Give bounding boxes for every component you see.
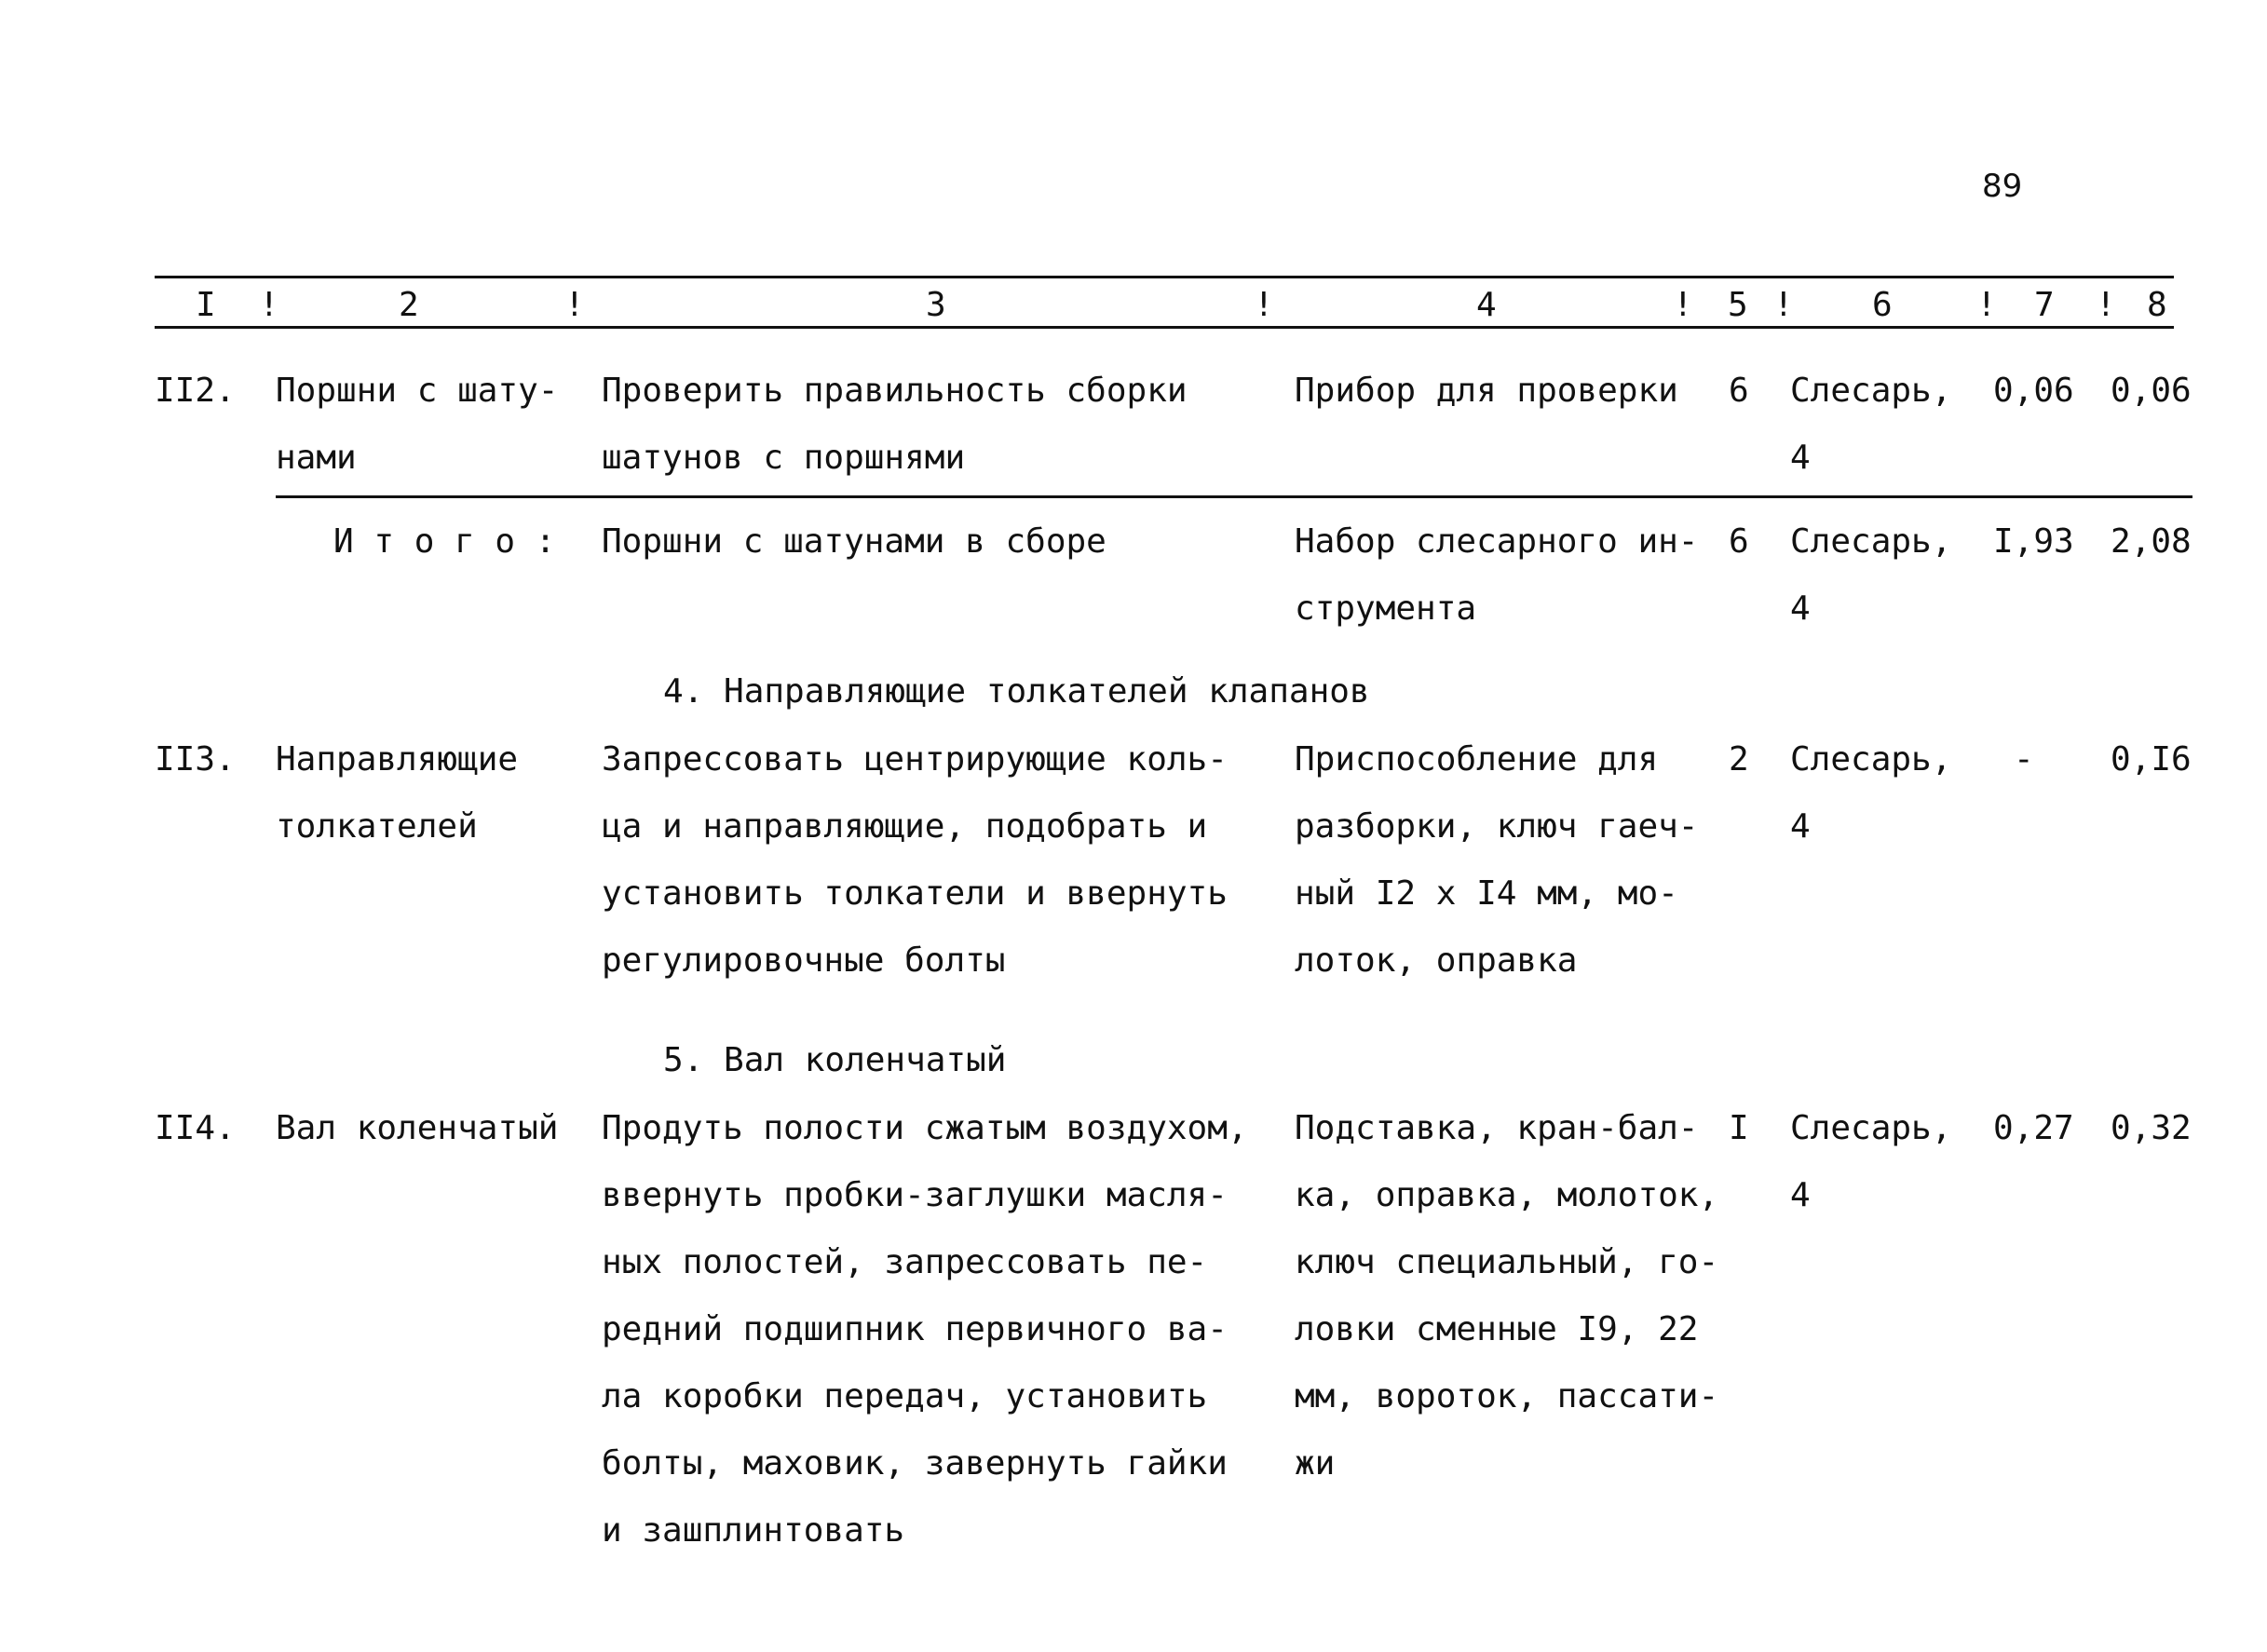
text-line: 4 xyxy=(1790,439,1811,477)
text-line: толкателей xyxy=(276,807,478,846)
row-number: II2. xyxy=(155,372,236,410)
worker xyxy=(1790,508,1951,643)
text-line: Прибор для проверки xyxy=(1295,372,1678,410)
text-line: и зашплинтовать xyxy=(602,1511,905,1550)
text-line: Запрессовать центрирующие коль- xyxy=(602,740,1228,779)
col5-value: 6 xyxy=(1729,522,1749,561)
header-col-4: 4 xyxy=(1476,286,1497,324)
text-line: Поршни с шатунами в сборе xyxy=(602,522,1106,561)
text-line: Поршни с шату- xyxy=(276,372,559,410)
col5-value: 2 xyxy=(1729,740,1749,779)
text-line: Направляющие xyxy=(276,740,519,779)
text-line: болты, маховик, завернуть гайки xyxy=(602,1444,1228,1483)
row-number: II3. xyxy=(155,740,236,779)
section-heading-5: 5. Вал коленчатый xyxy=(663,1041,1007,1079)
header-sep: ! xyxy=(1976,286,1997,324)
col7-value: I,93 xyxy=(1993,522,2074,561)
header-col-3: 3 xyxy=(926,286,946,324)
header-top-rule xyxy=(155,276,2174,278)
worker xyxy=(1790,1095,1951,1229)
text-line: жи xyxy=(1295,1444,1336,1483)
worker xyxy=(1790,358,1951,492)
text-line: ключ специальный, го- xyxy=(1295,1243,1719,1281)
header-bottom-rule xyxy=(155,326,2174,329)
header-col-7: 7 xyxy=(2034,286,2055,324)
text-line: установить толкатели и ввернуть xyxy=(602,874,1228,913)
col5-value: I xyxy=(1729,1109,1749,1147)
text-line: редний подшипник первичного ва- xyxy=(602,1310,1228,1348)
header-col-5: 5 xyxy=(1728,286,1748,324)
text-line: 4 xyxy=(1790,589,1811,628)
header-sep: ! xyxy=(1673,286,1693,324)
text-line: ца и направляющие, подобрать и xyxy=(602,807,1208,846)
text-line: ловки сменные I9, 22 xyxy=(1295,1310,1699,1348)
text-line: ных полостей, запрессовать пе- xyxy=(602,1243,1208,1281)
col7-value: 0,27 xyxy=(1993,1109,2074,1147)
header-sep: ! xyxy=(564,286,585,324)
operation-description xyxy=(602,508,1106,575)
subtotal-rule xyxy=(276,495,2192,498)
text-line: Подставка, кран-бал- xyxy=(1295,1109,1699,1147)
operation-description xyxy=(602,1095,1248,1564)
operation-description xyxy=(602,358,1188,492)
text-line: Набор слесарного ин- xyxy=(1295,522,1699,561)
text-line: Слесарь, xyxy=(1790,522,1952,561)
text-line: Слесарь, xyxy=(1790,372,1952,410)
text-line: 4 xyxy=(1790,807,1811,846)
text-line: 4 xyxy=(1790,1176,1811,1214)
text-line: ный I2 х I4 мм, мо- xyxy=(1295,874,1678,913)
col7-value: 0,06 xyxy=(1993,372,2074,410)
col8-value: 0,32 xyxy=(2111,1109,2192,1147)
text-line: ввернуть пробки-заглушки масля- xyxy=(602,1176,1228,1214)
operation-description xyxy=(602,726,1228,995)
text-line: Продуть полости сжатым воздухом, xyxy=(602,1109,1248,1147)
col5-value: 6 xyxy=(1729,372,1749,410)
text-line: Слесарь, xyxy=(1790,1109,1952,1147)
header-col-8: 8 xyxy=(2147,286,2167,324)
section-heading-4: 4. Направляющие толкателей клапанов xyxy=(663,672,1370,711)
equipment xyxy=(1295,1095,1718,1497)
header-sep: ! xyxy=(259,286,279,324)
text-line: лоток, оправка xyxy=(1295,941,1578,980)
equipment xyxy=(1295,508,1698,643)
text-line: Слесарь, xyxy=(1790,740,1952,779)
row-number: II4. xyxy=(155,1109,236,1147)
item-name xyxy=(276,1095,558,1162)
col7-value: - xyxy=(2014,740,2034,779)
item-name xyxy=(276,358,558,492)
header-col-2: 2 xyxy=(399,286,419,324)
header-col-1: I xyxy=(196,286,216,324)
text-line: регулировочные болты xyxy=(602,941,1006,980)
header-col-6: 6 xyxy=(1872,286,1893,324)
text-line: нами xyxy=(276,439,357,477)
header-sep: ! xyxy=(2096,286,2116,324)
col8-value: 2,08 xyxy=(2111,522,2192,561)
header-sep: ! xyxy=(1773,286,1794,324)
header-sep: ! xyxy=(1254,286,1274,324)
text-line: ла коробки передач, установить xyxy=(602,1377,1208,1415)
text-line: разборки, ключ гаеч- xyxy=(1295,807,1699,846)
col8-value: 0,06 xyxy=(2111,372,2192,410)
text-line: шатунов с поршнями xyxy=(602,439,966,477)
text-line: Приспособление для xyxy=(1295,740,1659,779)
equipment xyxy=(1295,726,1698,995)
text-line: струмента xyxy=(1295,589,1477,628)
item-name xyxy=(276,726,518,860)
equipment xyxy=(1295,358,1678,425)
col8-value: 0,I6 xyxy=(2111,740,2192,779)
worker xyxy=(1790,726,1951,860)
text-line: Проверить правильность сборки xyxy=(602,372,1188,410)
text-line: Вал коленчатый xyxy=(276,1109,559,1147)
text-line: ка, оправка, молоток, xyxy=(1295,1176,1719,1214)
page-number: 89 xyxy=(1982,168,2023,205)
text-line: мм, вороток, пассати- xyxy=(1295,1377,1719,1415)
total-label: И т о г о : xyxy=(333,522,556,561)
